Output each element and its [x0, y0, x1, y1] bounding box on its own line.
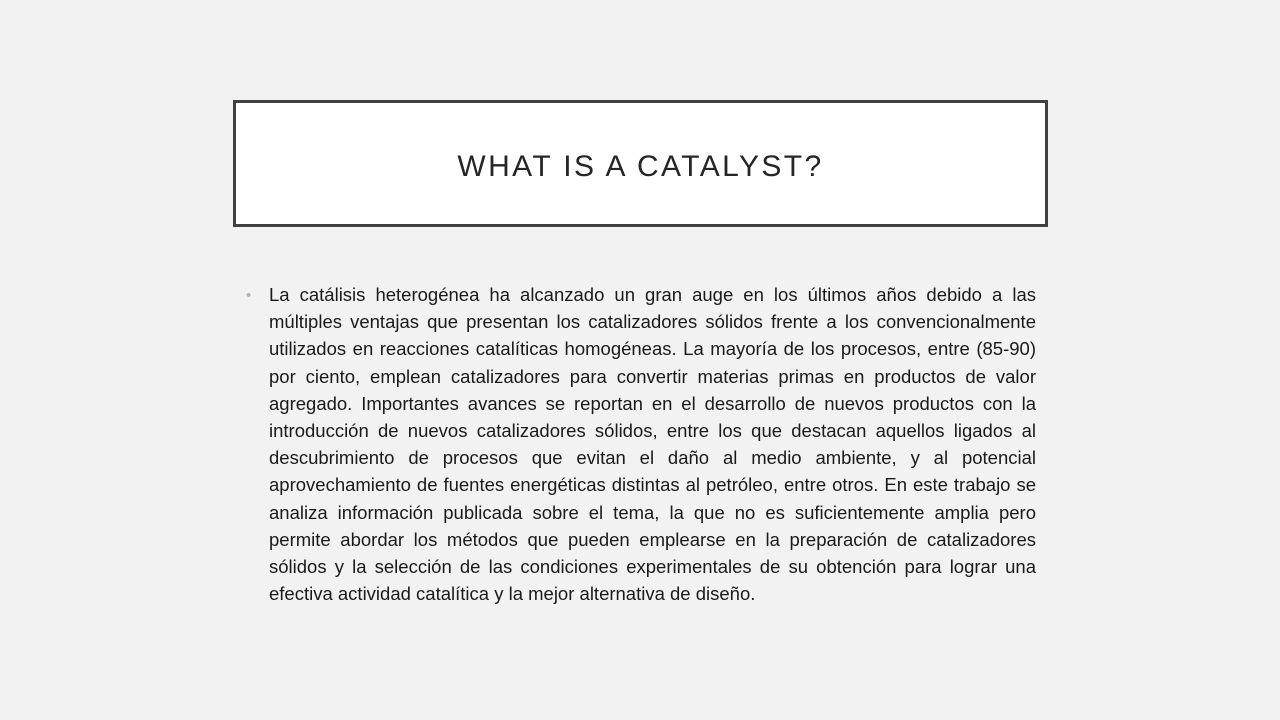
slide-title: WHAT IS A CATALYST? [457, 149, 824, 183]
bullet-text: La catálisis heterogénea ha alcanzado un gran auge en los últimos años debido a las múltiples ventajas que presentan los catalizadores sólidos frente a los convencionalmente utilizados en reacciones catalíticas homogéneas. La mayoría de los procesos, entre (85-90) por ciento, emplean catalizadores para convertir materias primas en productos de valor agregado. Importantes avances se reportan en el desarrollo de nuevos productos con la introducción de nuevos catalizadores sólidos, entre los que destacan aquellos ligados al descubrimiento de procesos que evitan el daño al medio ambiente, y al potencial aprovechamiento de fuentes energéticas distintas al petróleo, entre otros. En este trabajo se analiza información publicada sobre el tema, la que no es suficientemente amplia pero permite abordar los métodos que pueden emplearse en la preparación de catalizadores sólidos y la selección de las condiciones experimentales de su obtención para lograr una efectiva actividad catalítica y la mejor alternativa de diseño. [269, 284, 1036, 605]
title-box [233, 100, 1048, 227]
bullet-item [246, 281, 1036, 607]
bullet-dot-icon: • [246, 287, 252, 304]
slide-body [246, 281, 1036, 607]
